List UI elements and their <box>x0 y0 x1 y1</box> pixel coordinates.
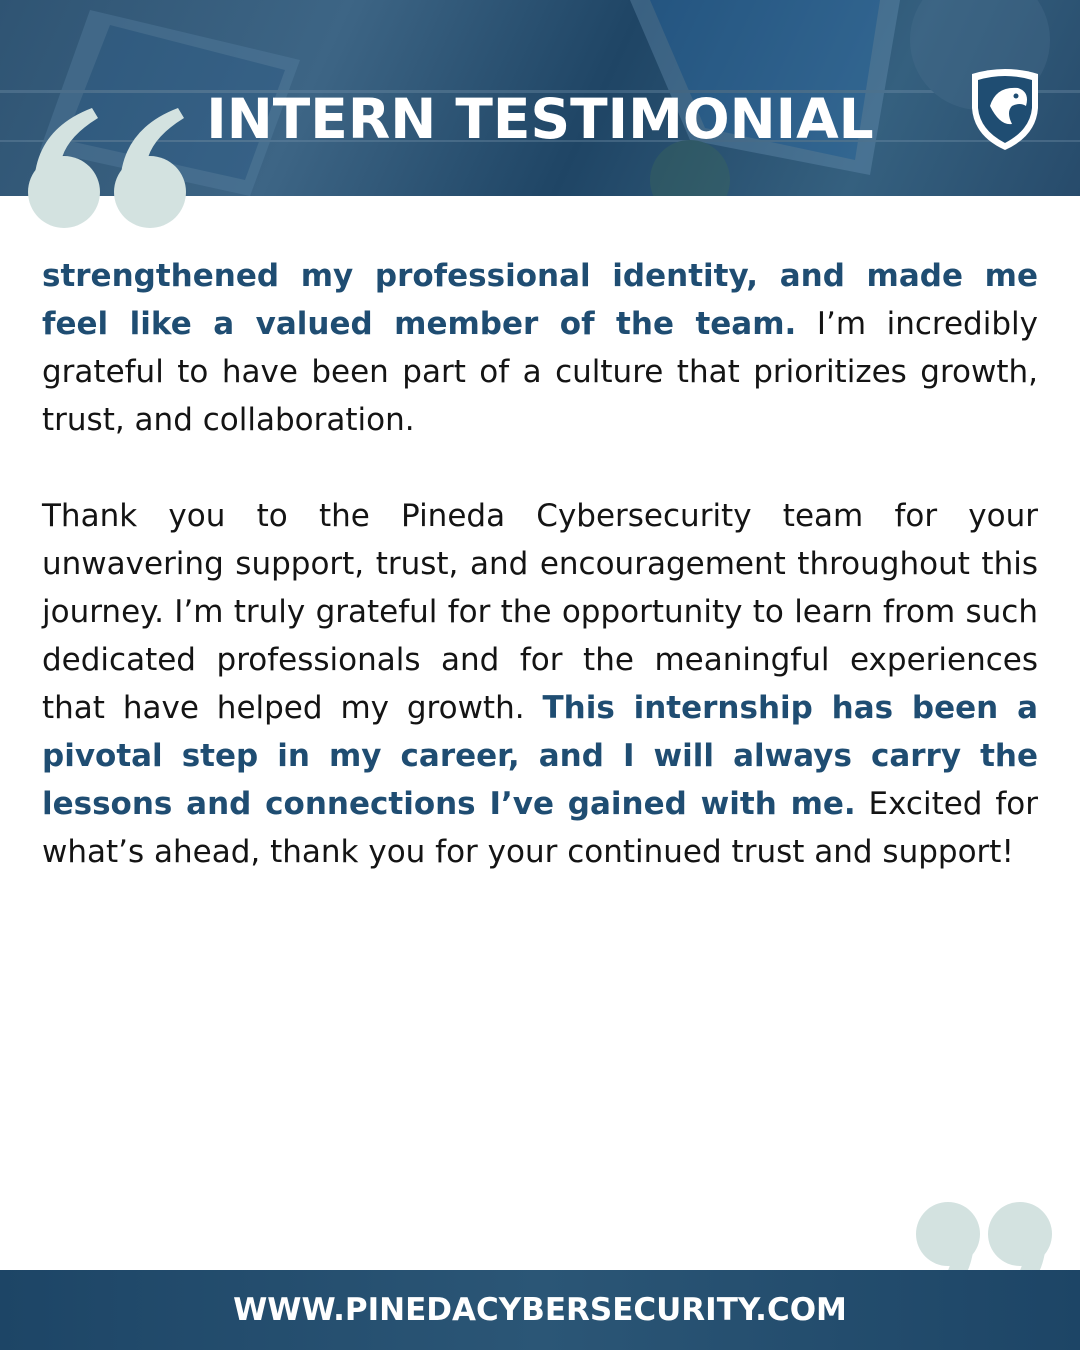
page-title: INTERN TESTIMONIAL <box>206 87 874 151</box>
highlighted-text: This internship has been a pivotal step in my career, and I will always carry the lessons and connections I’ve gained with me. <box>42 690 1038 822</box>
paragraph-text: Thank you to the Pineda Cybersecurity team for your unwavering support, trust, and encouragement throughout this journey. I’m truly grateful for the opportunity to learn from such dedicated professionals and for the meaningful experiences that have helped my growth. <box>42 498 1038 726</box>
paragraph-text: Excited for what’s ahead, thank you for your continued trust and support! <box>42 786 1038 870</box>
highlighted-text: strengthened my professional identity, and made me feel like a valued member of the team. <box>42 258 1038 342</box>
testimonial-paragraph-2 <box>42 492 1038 876</box>
testimonial-paragraph-1 <box>42 252 1038 444</box>
open-quote-icon <box>26 104 192 232</box>
footer-bar <box>0 1270 1080 1350</box>
testimonial-text <box>42 252 1038 876</box>
paragraph-text: I’m incredibly grateful to have been part of a culture that prioritizes growth, trust, and collaboration. <box>42 306 1038 438</box>
shield-eagle-logo-icon <box>966 66 1044 152</box>
website-url[interactable]: WWW.PINEDACYBERSECURITY.COM <box>233 1292 847 1328</box>
